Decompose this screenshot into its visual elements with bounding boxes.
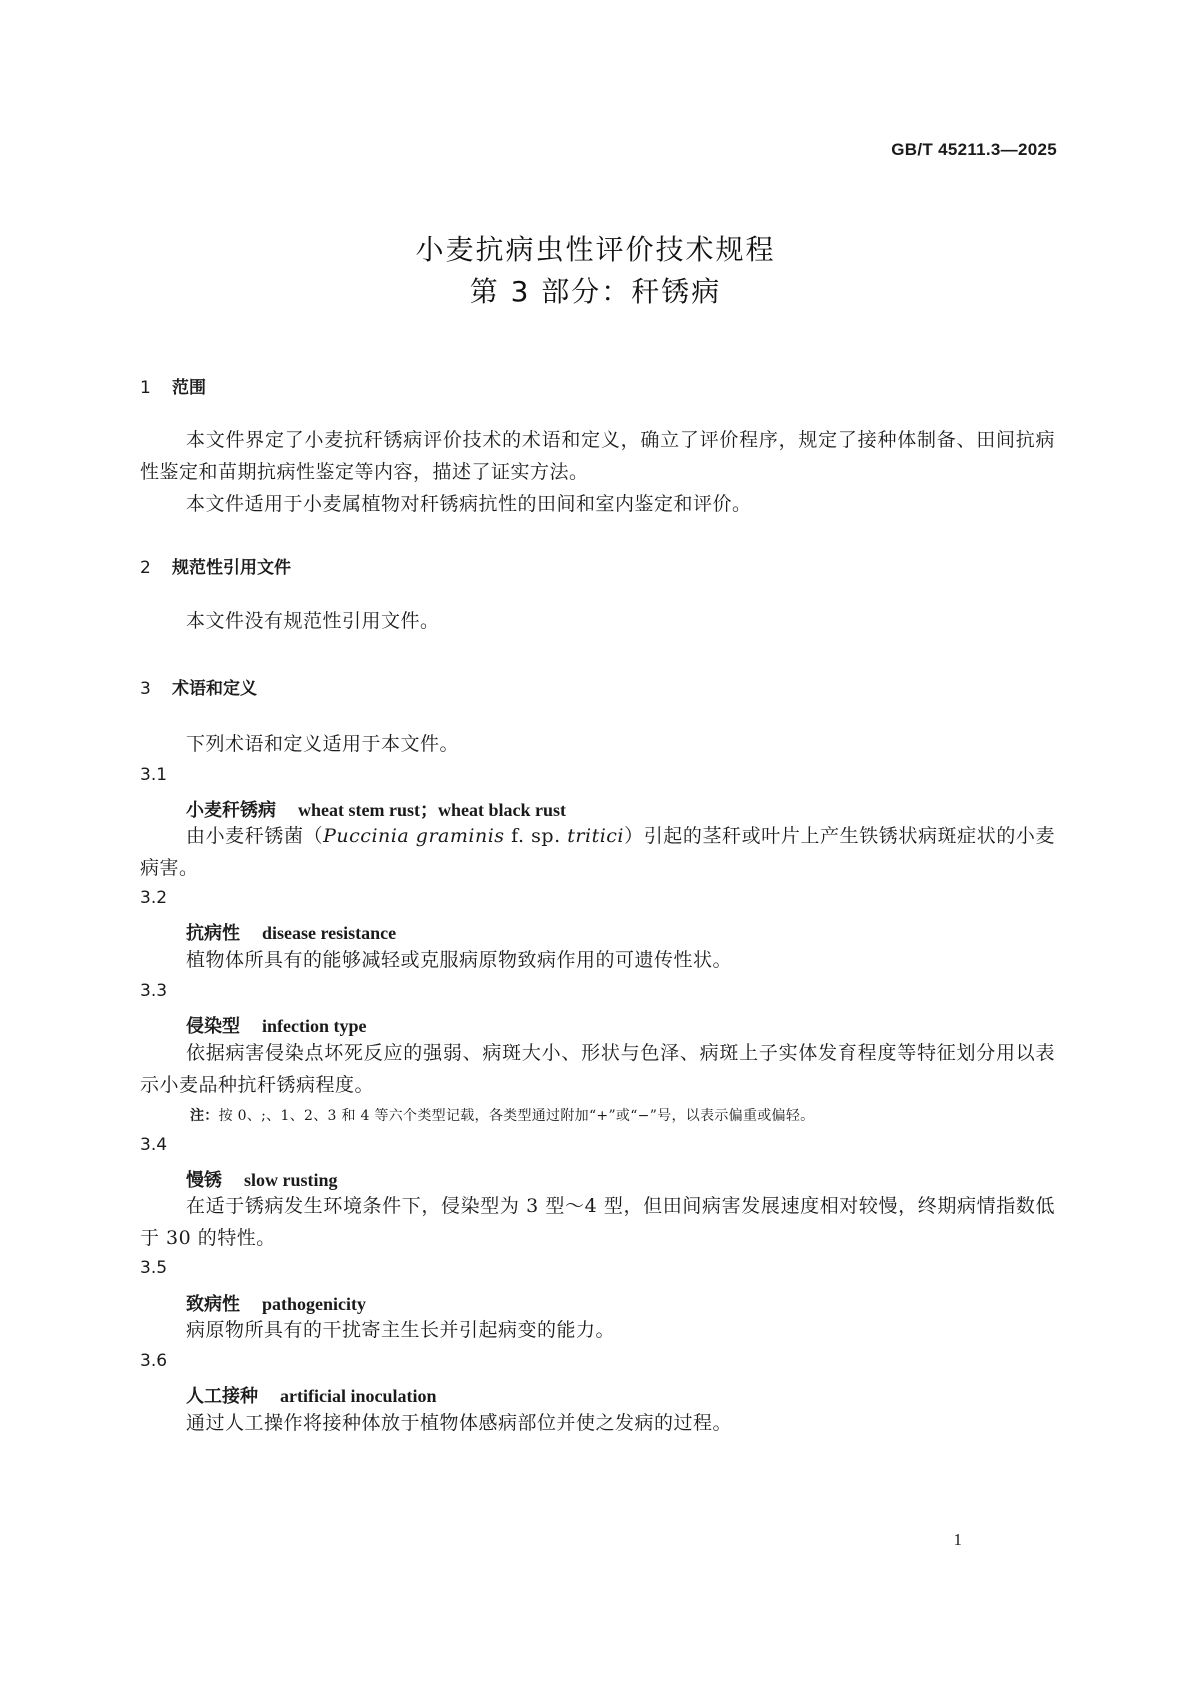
term-entry [186, 1290, 366, 1316]
section-title: 术语和定义 [172, 679, 257, 699]
term-number: 3.1 [140, 765, 168, 785]
document-subtitle: 第 3 部分：秆锈病 [469, 275, 722, 308]
term-note [190, 1105, 814, 1125]
term-en: pathogenicity [262, 1294, 367, 1314]
standard-code: GB/T 45211.3—2025 [891, 140, 1057, 159]
term-entry [186, 1166, 338, 1192]
section-heading-normative-references [140, 553, 291, 578]
term-zh: 侵染型 [186, 1016, 240, 1037]
section-title: 规范性引用文件 [172, 558, 291, 578]
paragraph: 本文件界定了小麦抗秆锈病评价技术的术语和定义，确立了评价程序，规定了接种体制备、田间抗病性鉴定和苗期抗病性鉴定等内容，描述了证实方法。 [140, 429, 1055, 483]
term-entry [186, 1382, 437, 1408]
scientific-name: tritici [567, 825, 625, 847]
note-text: 按 0、;、1、2、3 和 4 等六个类型记载，各类型通过附加“+”或“−”号，以表示偏重或偏轻。 [218, 1108, 815, 1124]
term-en: slow rusting [244, 1170, 338, 1190]
term-entry [186, 1012, 366, 1038]
term-definition: 植物体所具有的能够减轻或克服病原物致病作用的可遗传性状。 [186, 949, 733, 971]
page-number: 1 [953, 1530, 962, 1549]
term-en: wheat stem rust；wheat black rust [298, 800, 566, 820]
term-number: 3.3 [140, 981, 168, 1001]
scientific-name: Puccinia graminis [323, 825, 505, 847]
term-definition: 依据病害侵染点坏死反应的强弱、病斑大小、形状与色泽、病斑上子实体发育程度等特征划分用以表示小麦品种抗秆锈病程度。 [140, 1042, 1055, 1096]
term-zh: 小麦秆锈病 [186, 800, 276, 821]
term-zh: 人工接种 [186, 1386, 258, 1407]
paragraph: 本文件没有规范性引用文件。 [186, 610, 440, 632]
term-number: 3.6 [140, 1351, 168, 1371]
term-definition: 由小麦秆锈菌（Puccinia graminis f. sp. tritici）引起的茎秆或叶片上产生铁锈状病斑症状的小麦病害。 [140, 825, 1055, 879]
term-definition: 通过人工操作将接种体放于植物体感病部位并使之发病的过程。 [186, 1412, 733, 1434]
term-zh: 抗病性 [186, 923, 240, 944]
term-number: 3.4 [140, 1135, 168, 1155]
term-entry [186, 919, 396, 945]
term-definition: 病原物所具有的干扰寄主生长并引起病变的能力。 [186, 1319, 616, 1341]
document-title: 小麦抗病虫性评价技术规程 [415, 233, 776, 266]
paragraph: 下列术语和定义适用于本文件。 [186, 733, 460, 755]
section-heading-scope [140, 373, 206, 398]
term-entry [186, 796, 566, 822]
term-en: infection type [262, 1016, 367, 1036]
term-en: disease resistance [262, 923, 397, 943]
term-zh: 致病性 [186, 1294, 240, 1315]
paragraph: 本文件适用于小麦属植物对秆锈病抗性的田间和室内鉴定和评价。 [186, 493, 752, 515]
note-label: 注： [190, 1108, 219, 1124]
term-zh: 慢锈 [186, 1170, 222, 1191]
section-number: 3 [140, 679, 151, 699]
term-number: 3.5 [140, 1258, 168, 1278]
section-number: 2 [140, 558, 151, 578]
term-definition: 在适于锈病发生环境条件下，侵染型为 3 型～4 型，但田间病害发展速度相对较慢，终期病情指数低于 30 的特性。 [140, 1195, 1055, 1249]
section-heading-terms [140, 674, 257, 699]
term-number: 3.2 [140, 888, 168, 908]
term-en: artificial inoculation [280, 1386, 437, 1406]
section-number: 1 [140, 378, 151, 398]
section-title: 范围 [172, 378, 206, 398]
